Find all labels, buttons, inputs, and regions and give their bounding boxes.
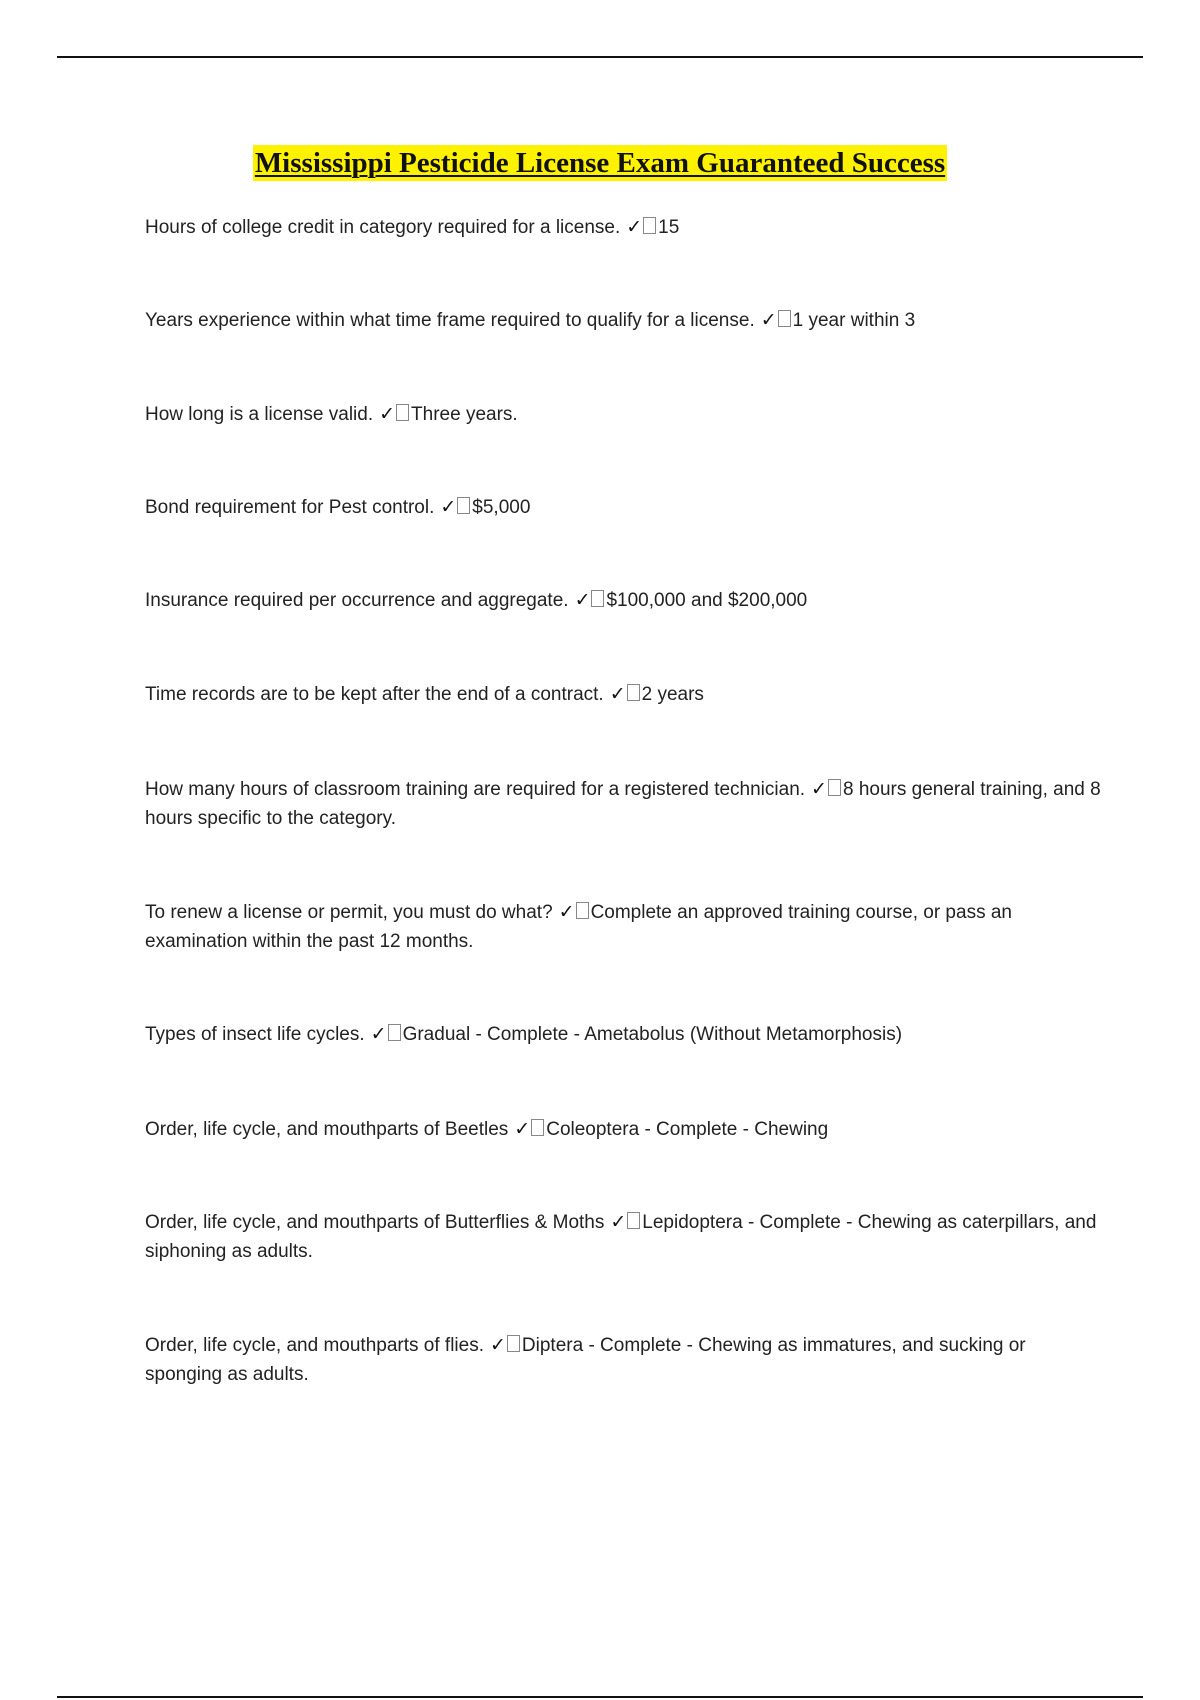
qa-item xyxy=(145,1115,1105,1144)
check-mark-icon: ✓ xyxy=(490,1334,506,1356)
check-mark-icon: ✓ xyxy=(514,1118,531,1140)
answer-box-icon xyxy=(627,1212,640,1229)
question-text: Years experience within what time frame required to qualify for a license. xyxy=(145,310,755,331)
question-text: Hours of college credit in category required for a license. xyxy=(145,217,621,238)
answer-box-icon xyxy=(531,1119,544,1136)
answer-box-icon xyxy=(643,217,656,234)
check-mark-icon: ✓ xyxy=(760,309,777,331)
qa-item xyxy=(145,213,1105,242)
check-mark-icon: ✓ xyxy=(610,1211,627,1233)
answer-box-icon xyxy=(778,310,791,327)
document-title: Mississippi Pesticide License Exam Guaranteed Success xyxy=(254,147,946,179)
check-mark-icon: ✓ xyxy=(440,496,457,518)
answer-box-icon xyxy=(507,1335,520,1352)
qa-item xyxy=(145,400,1105,429)
answer-text: Diptera - Complete - Chewing as immatures, and sucking or sponging as adults. xyxy=(145,1335,1026,1385)
answer-box-icon xyxy=(591,590,604,607)
check-mark-icon: ✓ xyxy=(626,216,643,238)
question-text: To renew a license or permit, you must do what? xyxy=(145,902,553,923)
qa-item xyxy=(145,1331,1105,1389)
question-text: How long is a license valid. xyxy=(145,404,374,425)
answer-box-icon xyxy=(388,1024,401,1041)
question-text: Order, life cycle, and mouthparts of Beetles xyxy=(145,1119,509,1140)
answer-text: Coleoptera - Complete - Chewing xyxy=(546,1119,829,1140)
answer-text: Lepidoptera - Complete - Chewing as caterpillars, and siphoning as adults. xyxy=(145,1212,1097,1262)
answer-text: $100,000 and $200,000 xyxy=(606,590,808,611)
qa-item xyxy=(145,586,1105,615)
question-text: Bond requirement for Pest control. xyxy=(145,497,435,518)
answer-text: 15 xyxy=(658,217,680,238)
check-mark-icon: ✓ xyxy=(609,683,626,705)
question-text: Order, life cycle, and mouthparts of flies. xyxy=(145,1335,484,1356)
answer-text: $5,000 xyxy=(472,497,531,518)
answer-box-icon xyxy=(576,902,589,919)
check-mark-icon: ✓ xyxy=(558,901,575,923)
check-mark-icon: ✓ xyxy=(379,403,396,425)
check-mark-icon: ✓ xyxy=(811,778,827,800)
answer-text: Complete an approved training course, or pass an examination within the past 12 months. xyxy=(145,902,1012,952)
qa-item xyxy=(145,1208,1105,1266)
question-text: How many hours of classroom training are required for a registered technician. xyxy=(145,779,806,800)
question-text: Insurance required per occurrence and aggregate. xyxy=(145,590,569,611)
answer-text: 2 years xyxy=(641,684,704,705)
check-mark-icon: ✓ xyxy=(370,1023,387,1045)
check-mark-icon: ✓ xyxy=(574,589,591,611)
qa-item xyxy=(145,493,1105,522)
answer-text: 8 hours general training, and 8 hours specific to the category. xyxy=(145,779,1101,829)
question-text: Order, life cycle, and mouthparts of Butterflies & Moths xyxy=(145,1212,605,1233)
answer-box-icon xyxy=(457,497,470,514)
answer-box-icon xyxy=(396,404,409,421)
qa-item xyxy=(145,306,1105,335)
qa-item xyxy=(145,775,1105,833)
answer-text: Gradual - Complete - Ametabolus (Without Metamorphosis) xyxy=(402,1024,903,1045)
answer-box-icon xyxy=(828,779,841,796)
question-text: Time records are to be kept after the end of a contract. xyxy=(145,684,604,705)
title-container xyxy=(0,145,1200,181)
bottom-rule xyxy=(57,1696,1143,1698)
answer-text: Three years. xyxy=(411,404,518,425)
answer-text: 1 year within 3 xyxy=(792,310,916,331)
question-text: Types of insect life cycles. xyxy=(145,1024,365,1045)
qa-item xyxy=(145,1020,1105,1049)
qa-item xyxy=(145,898,1105,956)
qa-item xyxy=(145,680,1105,709)
top-rule xyxy=(57,56,1143,58)
answer-box-icon xyxy=(627,684,640,701)
